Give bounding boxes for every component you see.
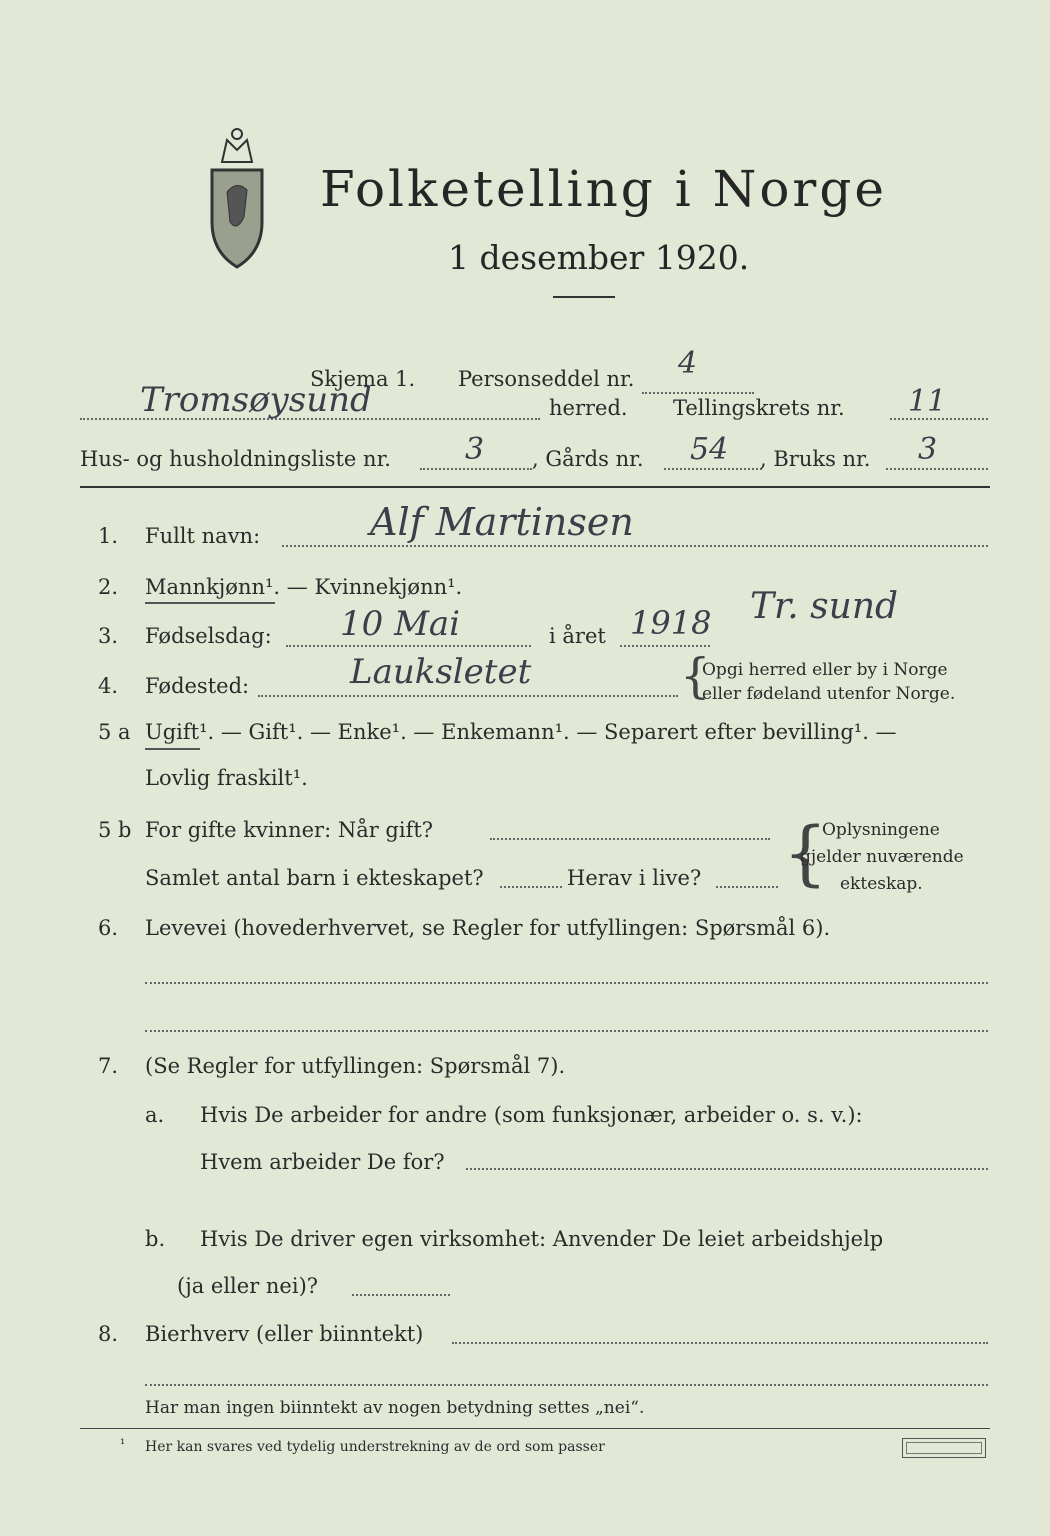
coat-of-arms-icon bbox=[192, 122, 282, 272]
q5b-note-1: Oplysningene bbox=[822, 820, 940, 840]
q5b-children-line bbox=[500, 886, 562, 888]
q6-line-1 bbox=[145, 982, 988, 984]
personseddel-line bbox=[642, 392, 754, 394]
footer-rule bbox=[80, 1428, 990, 1429]
q8-line-2 bbox=[145, 1384, 988, 1386]
q1-number: 1. bbox=[98, 524, 119, 548]
q3-label: Fødselsdag: bbox=[145, 624, 272, 648]
hus-value[interactable]: 3 bbox=[465, 432, 485, 467]
q8-line-1 bbox=[452, 1342, 988, 1344]
personseddel-label: Personseddel nr. bbox=[458, 367, 635, 391]
title-divider bbox=[553, 296, 615, 298]
form-title: Folketelling i Norge bbox=[320, 160, 887, 218]
q5b-brace-icon: { bbox=[783, 812, 828, 894]
q7b-line-1: Hvis De driver egen virksomhet: Anvender De leiet arbeidshjelp bbox=[200, 1227, 884, 1251]
q5a-line-2: Lovlig fraskilt¹. bbox=[145, 766, 308, 790]
bruks-value[interactable]: 3 bbox=[918, 432, 938, 467]
personseddel-value[interactable]: 4 bbox=[678, 346, 698, 381]
q7-label: (Se Regler for utfyllingen: Spørsmål 7). bbox=[145, 1054, 566, 1078]
census-date: 1 desember 1920. bbox=[448, 238, 750, 277]
q3-year-line bbox=[620, 645, 710, 647]
footnote-mark: ¹ bbox=[120, 1437, 126, 1452]
q4-number: 4. bbox=[98, 674, 119, 698]
q4-line bbox=[258, 695, 678, 697]
q5b-alive-line bbox=[716, 886, 778, 888]
q7b-mark: b. bbox=[145, 1227, 166, 1251]
footer-note: Har man ingen biinntekt av nogen betydning settes „nei“. bbox=[145, 1398, 645, 1418]
q5b-number: 5 b bbox=[98, 818, 132, 842]
hus-line bbox=[420, 468, 532, 470]
q7b-line-2: (ja eller nei)? bbox=[177, 1274, 319, 1298]
gards-value[interactable]: 54 bbox=[690, 432, 729, 467]
q6-line-2 bbox=[145, 1030, 988, 1032]
q1-value[interactable]: Alf Martinsen bbox=[370, 500, 634, 544]
q4-value[interactable]: Lauksletet bbox=[350, 652, 532, 692]
herred-label: herred. bbox=[549, 396, 628, 420]
skjema-label: Skjema 1. bbox=[310, 367, 416, 391]
printer-stamp-icon bbox=[902, 1438, 986, 1458]
q3-extra-value[interactable]: Tr. sund bbox=[750, 586, 899, 627]
q4-note-2: eller fødeland utenfor Norge. bbox=[702, 684, 956, 704]
q5b-married-line bbox=[490, 838, 770, 840]
q5a-line-1: Ugift¹. — Gift¹. — Enke¹. — Enkemann¹. — Separert efter bevilling¹. — bbox=[145, 720, 897, 744]
q7a-line-2: Hvem arbeider De for? bbox=[200, 1150, 445, 1174]
header-rule bbox=[80, 486, 990, 488]
q5b-line-2b: Herav i live? bbox=[567, 866, 702, 890]
q4-brace-icon: { bbox=[680, 648, 711, 704]
q1-label: Fullt navn: bbox=[145, 524, 261, 548]
q2-label: Mannkjønn¹. — Kvinnekjønn¹. bbox=[145, 575, 463, 599]
q4-note-1: Opgi herred eller by i Norge bbox=[702, 660, 948, 680]
q5a-number: 5 a bbox=[98, 720, 131, 744]
q8-label: Bierhverv (eller biinntekt) bbox=[145, 1322, 424, 1346]
gards-line bbox=[664, 468, 762, 470]
q3-year-value[interactable]: 1918 bbox=[630, 604, 712, 642]
bruks-label: , Bruks nr. bbox=[760, 447, 871, 471]
q8-number: 8. bbox=[98, 1322, 119, 1346]
q5a-underline bbox=[145, 748, 200, 750]
hus-label: Hus- og husholdningsliste nr. bbox=[80, 447, 391, 471]
q2-number: 2. bbox=[98, 575, 119, 599]
q6-label: Levevei (hovederhvervet, se Regler for utfyllingen: Spørsmål 6). bbox=[145, 916, 831, 940]
q7a-line bbox=[466, 1168, 988, 1170]
tellingskrets-value[interactable]: 11 bbox=[908, 384, 947, 419]
q5b-note-2: gjelder nuværende bbox=[800, 847, 964, 867]
q4-label: Fødested: bbox=[145, 674, 250, 698]
q5b-note-3: ekteskap. bbox=[840, 874, 923, 894]
q3-number: 3. bbox=[98, 624, 119, 648]
tellingskrets-label: Tellingskrets nr. bbox=[673, 396, 845, 420]
q5b-line-2a: Samlet antal barn i ekteskapet? bbox=[145, 866, 484, 890]
q7b-line bbox=[352, 1294, 450, 1296]
q1-line bbox=[282, 545, 988, 547]
gards-label: , Gårds nr. bbox=[532, 447, 644, 471]
q3-value[interactable]: 10 Mai bbox=[340, 604, 461, 644]
q7a-line-1: Hvis De arbeider for andre (som funksjonær, arbeider o. s. v.): bbox=[200, 1103, 863, 1127]
footnote: Her kan svares ved tydelig understrekning av de ord som passer bbox=[145, 1439, 605, 1455]
bruks-line bbox=[886, 468, 988, 470]
q5b-line-1: For gifte kvinner: Når gift? bbox=[145, 818, 434, 842]
q3-year-label: i året bbox=[549, 624, 606, 648]
q7a-mark: a. bbox=[145, 1103, 165, 1127]
herred-value[interactable]: Tromsøysund bbox=[140, 380, 372, 420]
q6-number: 6. bbox=[98, 916, 119, 940]
q7-number: 7. bbox=[98, 1054, 119, 1078]
q2-underline bbox=[145, 602, 275, 604]
q3-line bbox=[286, 645, 531, 647]
